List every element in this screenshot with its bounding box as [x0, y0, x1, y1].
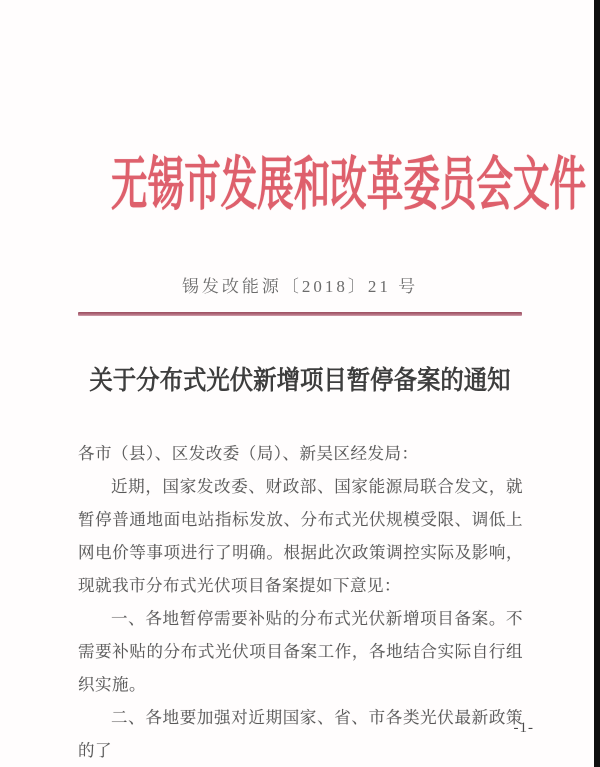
document-subject-title: 关于分布式光伏新增项目暂停备案的通知: [89, 366, 511, 395]
red-divider-line: [78, 312, 522, 316]
body-paragraph: 近期，国家发改委、财政部、国家能源局联合发文，就暂停普通地面电站指标发放、分布式光伏规模受限、调低上网电价等事项进行了明确。根据此次政策调控实际及影响，现就我市分布式光伏项目备案提如下意见：: [78, 477, 523, 595]
scan-edge-artifact: [594, 0, 600, 767]
agency-header-title: 无锡市发展和改革委员会文件: [111, 152, 587, 217]
body-paragraph: 一、各地暂停需要补贴的分布式光伏新增项目备案。不需要补贴的分布式光伏项目备案工作，各地结合实际自行组织实施。: [78, 609, 523, 694]
salutation-line: 各市（县）、区发改委（局）、新吴区经发局：: [78, 444, 419, 463]
page-number: -1-: [513, 720, 534, 736]
document-reference-number: 锡发改能源〔2018〕21 号: [181, 277, 419, 296]
document-body: [78, 437, 523, 767]
body-paragraph: 二、各地要加强对近期国家、省、市各类光伏最新政策的了: [78, 708, 523, 760]
